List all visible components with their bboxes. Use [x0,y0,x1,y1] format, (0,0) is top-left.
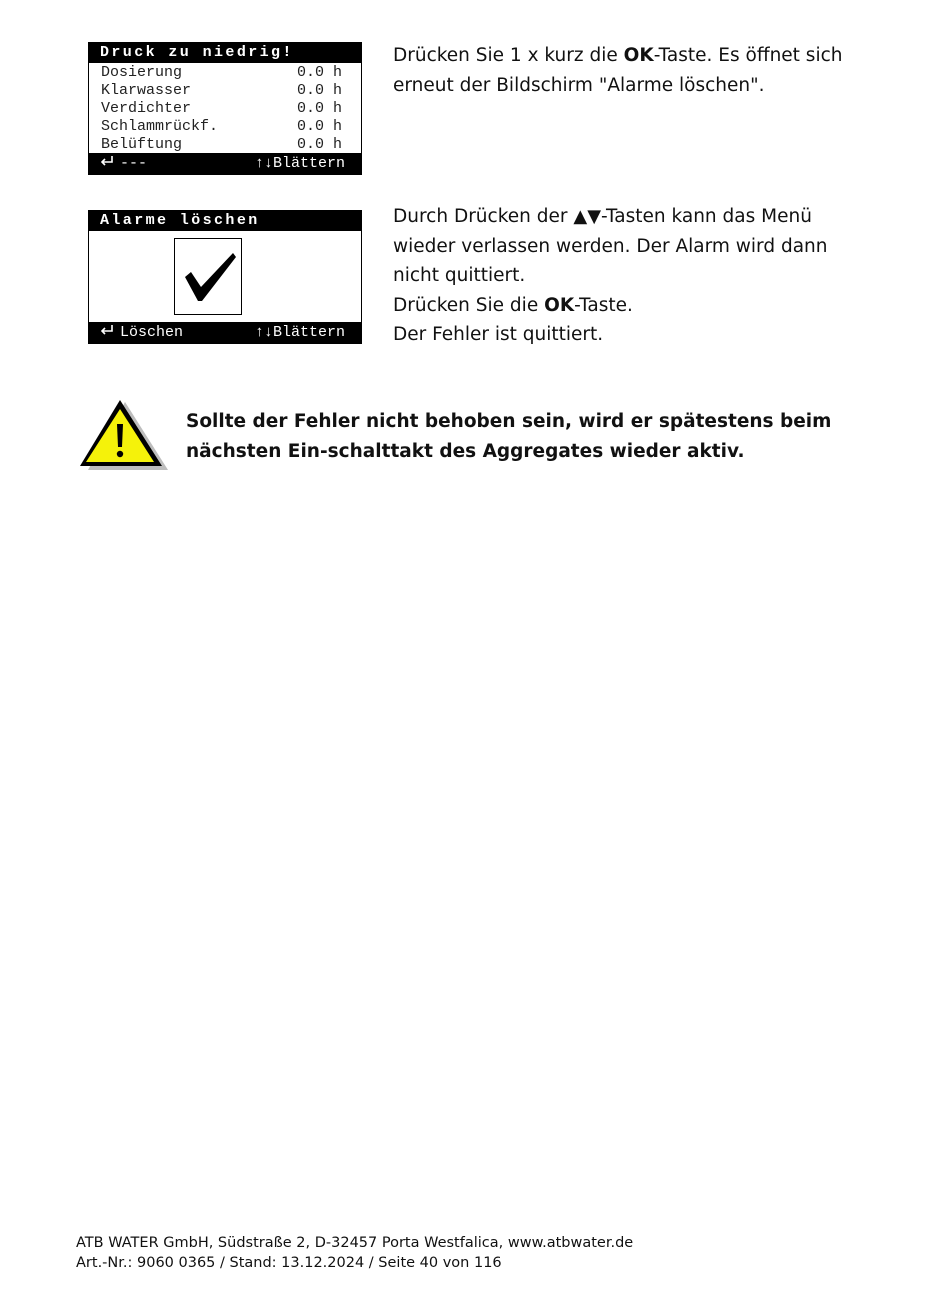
row-label: Schlammrückf. [101,118,219,135]
row-value: 0.0 h [296,82,342,99]
lcd-row [89,118,361,136]
lcd-footer-left-label: Löschen [120,324,184,341]
warning-text: Sollte der Fehler nicht behoben sein, wird er spätestens beim nächsten Ein-schalttakt des Aggregates wieder aktiv. [186,411,832,462]
footer-article-info: Art.-Nr.: 9060 0365 / Stand: 13.12.2024 / Seite 40 von 116 [76,1255,502,1271]
lcd-rows [89,63,361,154]
row-label: Verdichter [101,100,192,117]
lcd-screen-alarm [88,42,362,175]
lcd-footer [89,153,361,174]
text-part: -Tasten kann das Menü wieder verlassen werden. Der Alarm wird dann nicht quittiert. [393,206,828,286]
row-value: 0.0 h [296,64,342,81]
checkmark-icon [175,239,240,313]
lcd-row [89,136,361,154]
enter-key-icon [101,156,114,166]
lcd-row [89,100,361,118]
confirm-checkbox [174,238,242,315]
warning-triangle-icon [78,398,170,472]
checkbox-area [89,231,361,322]
row-value: 0.0 h [296,136,342,153]
lcd-row [89,64,361,82]
footer-address: ATB WATER GmbH, Südstraße 2, D-32457 Porta Westfalica, www.atbwater.de [76,1235,634,1251]
instruction-ok-press [393,41,873,100]
ok-key-label: OK [544,294,575,316]
ok-key-label: OK [623,45,654,66]
row-value: 0.0 h [296,118,342,135]
text-part: Durch Drücken der [393,206,574,227]
lcd-title: Alarme löschen [89,211,361,231]
lcd-row [89,82,361,100]
text-part: Drücken Sie 1 x kurz die [393,45,624,66]
lcd-footer-left [101,153,147,174]
instruction-arrow-keys [393,202,873,350]
text-part: -Taste. [574,294,633,316]
text-part: -Taste. Es öffnet sich erneut der Bildschirm "Alarme löschen". [393,45,843,96]
lcd-footer-left-label: --- [120,155,148,172]
text-part: Der Fehler ist quittiert. [393,324,604,345]
row-label: Klarwasser [101,82,192,99]
lcd-screen-clear-alarms [88,210,362,344]
row-value: 0.0 h [296,100,342,117]
row-label: Belüftung [101,136,183,153]
lcd-footer-right: ↑↓Blättern [254,324,345,341]
page-footer [76,1233,633,1273]
arrow-keys-icon: ▲▼ [573,206,602,227]
lcd-title: Druck zu niedrig! [89,43,361,63]
enter-key-icon [101,325,114,335]
lcd-footer [89,322,361,343]
text-part: Drücken Sie die [393,294,545,316]
lcd-footer-left [101,322,183,343]
lcd-footer-right: ↑↓Blättern [254,155,345,172]
row-label: Dosierung [101,64,183,81]
